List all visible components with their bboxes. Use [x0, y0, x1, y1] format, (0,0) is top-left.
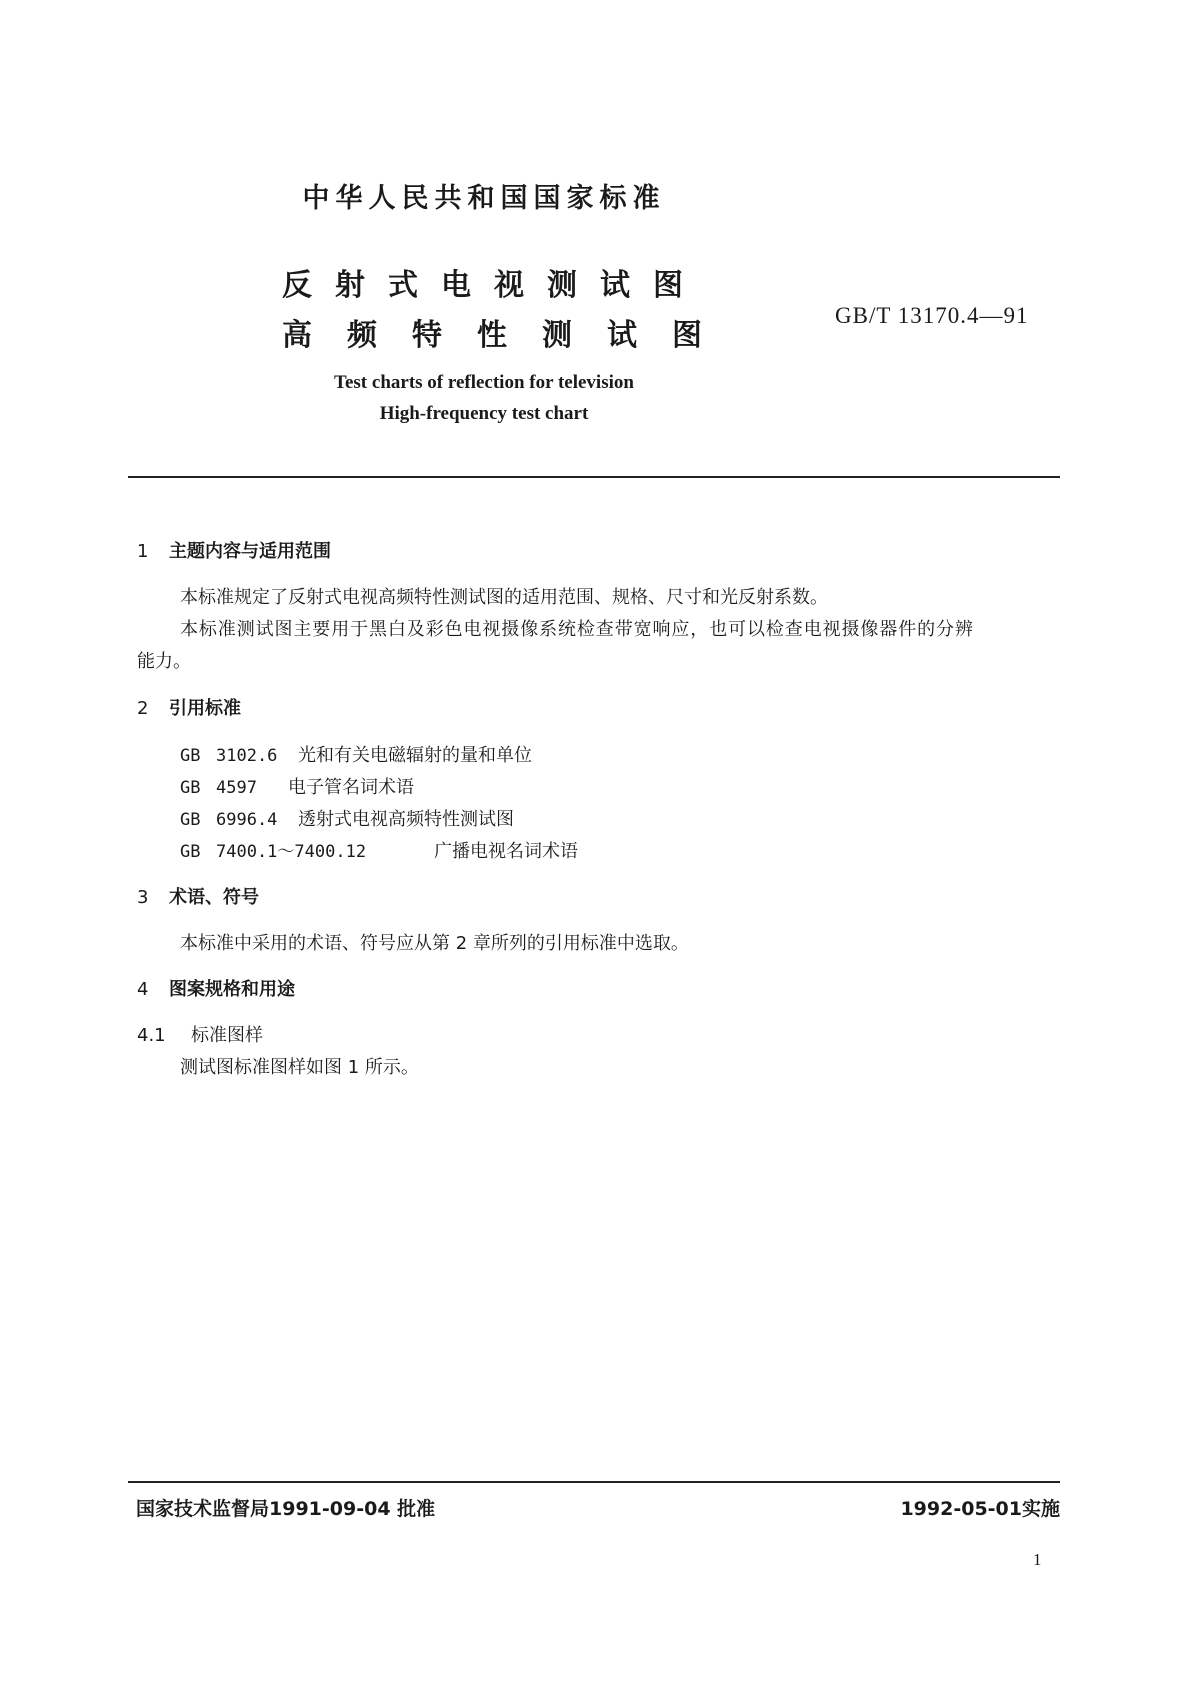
standard-number: GB/T 13170.4—91 — [835, 303, 1029, 328]
section-1-paragraph-2-line-1: 本标准测试图主要用于黑白及彩色电视摄像系统检查带宽响应，也可以检查电视摄像器件的分辨 — [180, 619, 974, 640]
subsection-4-1-heading — [137, 1021, 263, 1047]
section-1-paragraph-1: 本标准规定了反射式电视高频特性测试图的适用范围、规格、尺寸和光反射系数。 — [180, 587, 828, 608]
section-2-title: 引用标准 — [169, 698, 241, 719]
english-title-line-2: High-frequency test chart — [379, 403, 589, 424]
footer-divider — [128, 1481, 1060, 1483]
reference-code: 6996.4 — [216, 810, 278, 830]
national-standard-header: 中华人民共和国国家标准 — [302, 183, 666, 214]
section-2-heading — [137, 694, 241, 720]
section-3-paragraph: 本标准中采用的术语、符号应从第 2 章所列的引用标准中选取。 — [180, 933, 689, 954]
section-3-number: 3 — [137, 887, 149, 908]
section-4-number: 4 — [137, 979, 149, 1000]
reference-name: 透射式电视高频特性测试图 — [298, 809, 514, 830]
section-1-heading — [137, 537, 331, 563]
page-number: 1 — [1033, 1550, 1042, 1569]
reference-code: 4597 — [216, 778, 257, 798]
document-title-line-1: 反射式电视测试图 — [282, 268, 706, 303]
section-4-heading — [137, 975, 295, 1001]
reference-name: 电子管名词术语 — [288, 777, 414, 798]
section-1-title: 主题内容与适用范围 — [169, 541, 331, 562]
reference-item — [180, 805, 514, 831]
section-3-heading — [137, 883, 259, 909]
subsection-4-1-number: 4.1 — [137, 1025, 166, 1046]
reference-item — [180, 837, 578, 863]
subsection-4-1-paragraph: 测试图标准图样如图 1 所示。 — [180, 1057, 419, 1078]
approval-statement: 国家技术监督局1991-09-04 批准 — [136, 1498, 436, 1520]
reference-name: 广播电视名词术语 — [434, 841, 578, 862]
reference-name: 光和有关电磁辐射的量和单位 — [298, 745, 532, 766]
section-1-paragraph-2-line-2: 能力。 — [137, 651, 191, 672]
reference-code: 7400.1～7400.12 — [216, 842, 367, 862]
reference-item — [180, 741, 532, 767]
section-3-title: 术语、符号 — [169, 887, 259, 908]
effective-date: 1992-05-01实施 — [900, 1498, 1060, 1520]
reference-prefix: GB — [180, 746, 201, 766]
subsection-4-1-title: 标准图样 — [191, 1025, 263, 1046]
reference-item — [180, 773, 414, 799]
section-4-title: 图案规格和用途 — [169, 979, 295, 1000]
english-title-line-1: Test charts of reflection for television — [334, 372, 634, 393]
section-2-number: 2 — [137, 698, 149, 719]
reference-prefix: GB — [180, 810, 201, 830]
reference-prefix: GB — [180, 842, 201, 862]
reference-code: 3102.6 — [216, 746, 278, 766]
document-title-line-2: 高频特性测试图 — [282, 318, 737, 353]
section-1-number: 1 — [137, 541, 149, 562]
reference-prefix: GB — [180, 778, 201, 798]
header-divider — [128, 476, 1060, 478]
